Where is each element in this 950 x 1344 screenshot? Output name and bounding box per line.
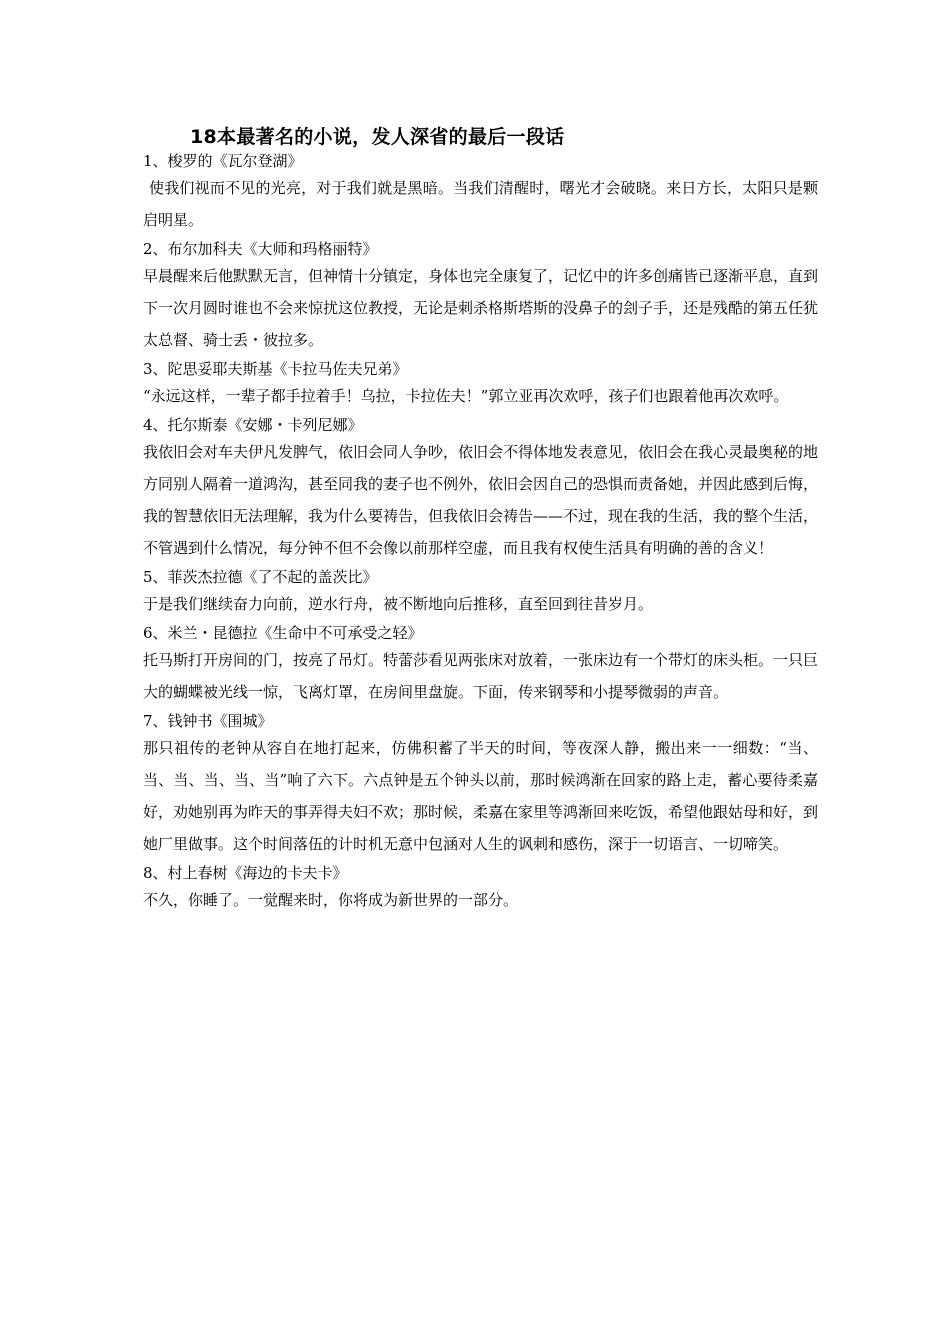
entry-heading: 3、陀思妥耶夫斯基《卡拉马佐夫兄弟》 bbox=[143, 360, 408, 378]
entry-6 bbox=[143, 622, 818, 710]
entry-4 bbox=[143, 414, 818, 566]
entry-heading: 2、布尔加科夫《大师和玛格丽特》 bbox=[143, 240, 378, 258]
entry-text: 托马斯打开房间的门，按亮了吊灯。特蕾莎看见两张床对放着，一张床边有一个带灯的床头柜。一只巨大的蝴蝶被光线一惊，飞离灯罩，在房间里盘旋。下面，传来钢琴和小提琴微弱的声音。 bbox=[143, 651, 819, 701]
entry-text: “永远这样，一辈子都手拉着手！乌拉，卡拉佐夫！”郭立亚再次欢呼，孩子们也跟着他再次欢呼。 bbox=[143, 387, 789, 405]
entry-text: 使我们视而不见的光亮，对于我们就是黑暗。当我们清醒时，曙光才会破晓。来日方长，太阳只是颗启明星。 bbox=[143, 179, 818, 229]
document-content bbox=[143, 150, 818, 918]
entry-text: 不久，你睡了。一觉醒来时，你将成为新世界的一部分。 bbox=[143, 891, 519, 909]
entry-text: 早晨醒来后他默默无言，但神情十分镇定，身体也完全康复了，记忆中的许多创痛皆已逐渐平息，直到下一次月圆时谁也不会来惊扰这位教授，无论是刺杀格斯塔斯的没鼻子的刽子手，还是残酷的第五任犹太总督、骑士丢・彼拉多。 bbox=[143, 267, 819, 349]
entry-text: 我依旧会对车夫伊凡发脾气，依旧会同人争吵，依旧会不得体地发表意见，依旧会在我心灵最奥秘的地方同别人隔着一道鸿沟，甚至同我的妻子也不例外，依旧会因自己的恐惧而责备她，并因此感到后悔，我的智慧依旧无法理解，我为什么要祷告，但我依旧会祷告——不过，现在我的生活，我的整个生活，不管遇到什么情况，每分钟不但不会像以前那样空虚，而且我有权使生活具有明确的善的含义！ bbox=[143, 443, 819, 557]
entry-2 bbox=[143, 238, 818, 358]
entry-heading: 5、菲茨杰拉德《了不起的盖茨比》 bbox=[143, 568, 378, 586]
entry-heading: 8、村上春树《海边的卡夫卡》 bbox=[143, 864, 348, 882]
entry-7 bbox=[143, 710, 818, 862]
entry-8 bbox=[143, 862, 818, 918]
entry-heading: 4、托尔斯泰《安娜・卡列尼娜》 bbox=[143, 416, 363, 434]
entry-heading: 7、钱钟书《围城》 bbox=[143, 712, 273, 730]
document-title: 18本最著名的小说，发人深省的最后一段话 bbox=[190, 126, 565, 148]
entry-3 bbox=[143, 358, 818, 414]
entry-text: 于是我们继续奋力向前，逆水行舟，被不断地向后推移，直至回到往昔岁月。 bbox=[143, 595, 654, 613]
entry-heading: 6、米兰・昆德拉《生命中不可承受之轻》 bbox=[143, 624, 423, 642]
entry-1 bbox=[143, 150, 818, 238]
entry-text: 那只祖传的老钟从容自在地打起来，仿佛积蓄了半天的时间，等夜深人静，搬出来一一细数：“当、当、当、当、当、当”响了六下。六点钟是五个钟头以前，那时候鸿渐在回家的路上走，蓄心要待柔嘉好，劝她别再为昨天的事弄得夫妇不欢；那时候，柔嘉在家里等鸿渐回来吃饭，希望他跟姑母和好，到她厂里做事。这个时间落伍的计时机无意中包涵对人生的讽刺和感伤，深于一切语言、一切啼笑。 bbox=[143, 739, 819, 853]
entry-5 bbox=[143, 566, 818, 622]
entry-heading: 1、梭罗的《瓦尔登湖》 bbox=[143, 152, 303, 170]
